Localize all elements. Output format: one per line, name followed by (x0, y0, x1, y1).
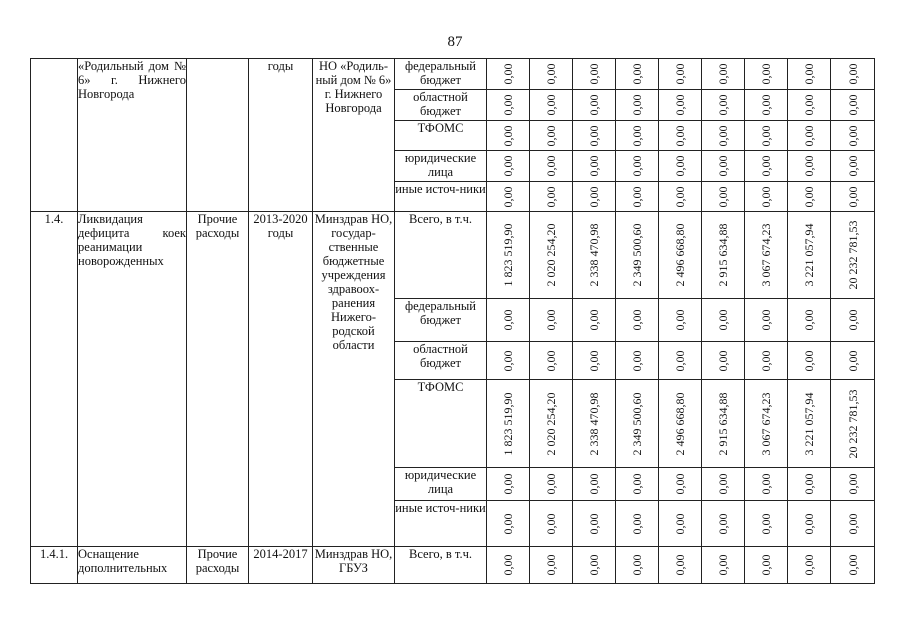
amount-cell (487, 299, 530, 342)
funding-source-label: юридические лица (395, 468, 487, 501)
amount-cell (659, 547, 702, 584)
funding-source-label: Всего, в т.ч. (395, 547, 487, 584)
amount-cell (659, 90, 702, 121)
amount-cell (530, 151, 573, 182)
amount-cell (659, 59, 702, 90)
amount-value: 0,00 (802, 186, 816, 207)
amount-value: 0,00 (716, 473, 730, 495)
amount-value: 3 221 057,94 (802, 223, 816, 287)
amount-cell (573, 342, 616, 380)
amount-value: 0,00 (716, 309, 730, 331)
amount-value: 3 067 674,23 (759, 392, 773, 455)
amount-value: 0,00 (716, 554, 730, 576)
amount-value: 0,00 (501, 350, 515, 371)
amount-value: 0,00 (845, 155, 860, 177)
amount-cell (831, 182, 875, 212)
amount-value: 0,00 (759, 63, 773, 85)
amount-cell (702, 59, 745, 90)
amount-cell (659, 380, 702, 468)
amount-value: 0,00 (845, 125, 860, 146)
amount-value: 0,00 (716, 513, 730, 534)
amount-value: 0,00 (716, 155, 730, 177)
amount-value: 0,00 (501, 513, 515, 534)
amount-cell (530, 468, 573, 501)
amount-cell (616, 468, 659, 501)
amount-cell (573, 212, 616, 299)
amount-value: 2 338 470,98 (587, 223, 601, 287)
funding-source-label: областной бюджет (395, 342, 487, 380)
amount-value: 0,00 (587, 155, 601, 177)
amount-cell (616, 380, 659, 468)
amount-cell (487, 380, 530, 468)
amount-cell (487, 121, 530, 151)
amount-value: 0,00 (716, 186, 730, 207)
amount-value: 0,00 (630, 350, 644, 371)
amount-cell (745, 121, 788, 151)
period: годы (249, 59, 313, 212)
amount-value: 0,00 (630, 94, 644, 116)
amount-value: 0,00 (501, 94, 515, 116)
amount-cell (573, 121, 616, 151)
amount-cell (831, 121, 875, 151)
amount-cell (702, 547, 745, 584)
amount-value: 0,00 (845, 473, 860, 495)
amount-cell (702, 468, 745, 501)
amount-value: 2 915 634,88 (716, 392, 730, 455)
expense-type: Прочие расходы (187, 547, 249, 584)
amount-value: 0,00 (759, 554, 773, 576)
amount-cell (702, 380, 745, 468)
funding-source-label: ТФОМС (395, 380, 487, 468)
amount-cell (702, 182, 745, 212)
amount-cell (616, 342, 659, 380)
amount-cell (831, 59, 875, 90)
amount-value: 0,00 (501, 473, 515, 495)
amount-cell (659, 212, 702, 299)
funding-source-label: Всего, в т.ч. (395, 212, 487, 299)
amount-cell (616, 151, 659, 182)
amount-value: 0,00 (630, 63, 644, 85)
amount-cell (831, 547, 875, 584)
amount-cell (788, 380, 831, 468)
amount-cell (616, 59, 659, 90)
amount-cell (659, 151, 702, 182)
amount-value: 0,00 (759, 125, 773, 146)
amount-cell (530, 380, 573, 468)
budget-table (30, 58, 875, 584)
amount-value: 0,00 (673, 155, 687, 177)
amount-cell (788, 121, 831, 151)
amount-cell (530, 299, 573, 342)
amount-value: 1 823 519,90 (501, 223, 515, 287)
amount-value: 0,00 (759, 513, 773, 534)
amount-value: 0,00 (673, 125, 687, 146)
page-number: 87 (447, 34, 463, 50)
amount-value: 0,00 (630, 125, 644, 146)
amount-cell (487, 90, 530, 121)
funding-source-label: областной бюджет (395, 90, 487, 121)
amount-cell (487, 182, 530, 212)
amount-cell (530, 342, 573, 380)
amount-cell (573, 468, 616, 501)
expense-type (187, 59, 249, 212)
amount-value: 0,00 (716, 94, 730, 116)
amount-cell (616, 212, 659, 299)
period: 2013-2020 годы (249, 212, 313, 547)
amount-cell (788, 468, 831, 501)
amount-cell (659, 121, 702, 151)
amount-cell (788, 90, 831, 121)
amount-cell (530, 547, 573, 584)
amount-value: 0,00 (587, 473, 601, 495)
amount-value: 0,00 (845, 554, 860, 576)
measure-name: Оснащение дополнительных (78, 547, 187, 584)
amount-cell (487, 342, 530, 380)
funding-source-label: федеральный бюджет (395, 299, 487, 342)
amount-value: 2 915 634,88 (716, 223, 730, 287)
funding-source-label: иные источ-ники (395, 501, 487, 547)
amount-cell (616, 182, 659, 212)
amount-cell (831, 151, 875, 182)
amount-value: 2 020 254,20 (544, 392, 558, 455)
amount-cell (702, 212, 745, 299)
amount-cell (530, 501, 573, 547)
amount-cell (616, 121, 659, 151)
amount-cell (831, 380, 875, 468)
row-number: 1.4.1. (31, 547, 78, 584)
amount-value: 0,00 (544, 155, 558, 177)
amount-value: 3 221 057,94 (802, 392, 816, 455)
amount-value: 0,00 (501, 125, 515, 146)
amount-value: 2 496 668,80 (673, 223, 687, 287)
amount-value: 0,00 (630, 186, 644, 207)
amount-value: 0,00 (501, 63, 515, 85)
amount-cell (745, 468, 788, 501)
amount-cell (487, 547, 530, 584)
amount-value: 0,00 (845, 94, 860, 116)
amount-value: 1 823 519,90 (501, 392, 515, 455)
executor: НО «Родиль-ный дом № 6» г. Нижнего Новгорода (313, 59, 395, 212)
amount-cell (831, 212, 875, 299)
amount-cell (530, 182, 573, 212)
amount-value: 2 349 500,60 (630, 223, 644, 287)
amount-cell (659, 182, 702, 212)
amount-value: 0,00 (759, 155, 773, 177)
amount-value: 0,00 (544, 186, 558, 207)
amount-value: 0,00 (716, 350, 730, 371)
amount-value: 0,00 (630, 309, 644, 331)
executor: Минздрав НО, ГБУЗ (313, 547, 395, 584)
amount-value: 0,00 (501, 186, 515, 207)
amount-value: 0,00 (845, 309, 860, 331)
amount-cell (573, 299, 616, 342)
amount-cell (487, 212, 530, 299)
amount-cell (788, 342, 831, 380)
amount-cell (573, 501, 616, 547)
amount-cell (745, 380, 788, 468)
table-row (31, 59, 875, 90)
amount-value: 0,00 (673, 473, 687, 495)
amount-value: 2 338 470,98 (587, 392, 601, 455)
funding-source-label: иные источ-ники (395, 182, 487, 212)
amount-cell (487, 151, 530, 182)
amount-cell (745, 59, 788, 90)
period: 2014-2017 (249, 547, 313, 584)
amount-value: 0,00 (759, 94, 773, 116)
amount-cell (745, 342, 788, 380)
amount-value: 0,00 (845, 186, 860, 207)
row-number (31, 59, 78, 212)
amount-cell (702, 151, 745, 182)
amount-cell (487, 59, 530, 90)
amount-value: 0,00 (802, 63, 816, 85)
amount-cell (659, 299, 702, 342)
amount-cell (788, 182, 831, 212)
amount-cell (573, 182, 616, 212)
amount-cell (745, 501, 788, 547)
amount-cell (659, 342, 702, 380)
amount-value: 0,00 (501, 155, 515, 177)
amount-cell (745, 151, 788, 182)
amount-cell (831, 342, 875, 380)
amount-value: 0,00 (802, 309, 816, 331)
amount-cell (788, 299, 831, 342)
amount-cell (487, 468, 530, 501)
amount-value: 0,00 (501, 309, 515, 331)
amount-value: 0,00 (587, 125, 601, 146)
amount-value: 0,00 (587, 186, 601, 207)
amount-value: 0,00 (759, 186, 773, 207)
amount-value: 0,00 (759, 350, 773, 371)
amount-value: 0,00 (845, 350, 860, 371)
amount-value: 0,00 (630, 554, 644, 576)
amount-cell (616, 501, 659, 547)
amount-value: 0,00 (630, 473, 644, 495)
amount-cell (530, 121, 573, 151)
amount-cell (573, 547, 616, 584)
amount-cell (788, 501, 831, 547)
funding-source-label: федеральный бюджет (395, 59, 487, 90)
amount-value: 2 020 254,20 (544, 223, 558, 287)
amount-cell (616, 90, 659, 121)
amount-value: 0,00 (802, 554, 816, 576)
amount-value: 0,00 (544, 350, 558, 371)
amount-value: 0,00 (673, 94, 687, 116)
amount-cell (573, 151, 616, 182)
amount-cell (573, 59, 616, 90)
amount-cell (702, 121, 745, 151)
amount-cell (831, 299, 875, 342)
amount-value: 0,00 (544, 63, 558, 85)
amount-value: 20 232 781,53 (845, 220, 860, 290)
amount-value: 2 349 500,60 (630, 392, 644, 455)
amount-value: 0,00 (673, 554, 687, 576)
amount-value: 0,00 (673, 350, 687, 371)
amount-value: 3 067 674,23 (759, 223, 773, 287)
amount-cell (831, 501, 875, 547)
amount-cell (616, 547, 659, 584)
amount-cell (702, 299, 745, 342)
amount-cell (487, 501, 530, 547)
amount-value: 0,00 (587, 350, 601, 371)
measure-name: «Родильный дом № 6» г. Нижнего Новгорода (78, 59, 187, 212)
amount-value: 0,00 (759, 473, 773, 495)
amount-value: 0,00 (544, 554, 558, 576)
amount-value: 0,00 (673, 63, 687, 85)
amount-cell (788, 151, 831, 182)
amount-cell (831, 90, 875, 121)
amount-cell (616, 299, 659, 342)
amount-value: 0,00 (759, 309, 773, 331)
table-row (31, 547, 875, 584)
amount-value: 0,00 (845, 513, 860, 534)
amount-cell (702, 342, 745, 380)
table-row (31, 212, 875, 299)
measure-name: Ликвидация дефицита коек реанимации новорожденных (78, 212, 187, 547)
amount-cell (702, 501, 745, 547)
funding-source-label: ТФОМС (395, 121, 487, 151)
amount-value: 0,00 (845, 63, 860, 85)
amount-value: 2 496 668,80 (673, 392, 687, 455)
amount-cell (745, 212, 788, 299)
amount-value: 0,00 (587, 94, 601, 116)
amount-value: 0,00 (802, 155, 816, 177)
expense-type: Прочие расходы (187, 212, 249, 547)
amount-cell (702, 90, 745, 121)
amount-value: 0,00 (630, 513, 644, 534)
amount-value: 0,00 (544, 309, 558, 331)
amount-cell (659, 501, 702, 547)
amount-cell (573, 380, 616, 468)
amount-cell (530, 59, 573, 90)
amount-cell (788, 547, 831, 584)
amount-value: 0,00 (587, 554, 601, 576)
amount-cell (831, 468, 875, 501)
amount-value: 0,00 (802, 94, 816, 116)
amount-value: 0,00 (716, 125, 730, 146)
amount-value: 0,00 (673, 513, 687, 534)
amount-cell (745, 90, 788, 121)
amount-value: 0,00 (630, 155, 644, 177)
amount-value: 0,00 (673, 186, 687, 207)
amount-value: 0,00 (501, 554, 515, 576)
funding-source-label: юридические лица (395, 151, 487, 182)
amount-cell (788, 59, 831, 90)
row-number: 1.4. (31, 212, 78, 547)
amount-value: 0,00 (802, 125, 816, 146)
amount-cell (745, 547, 788, 584)
amount-value: 20 232 781,53 (845, 389, 860, 458)
amount-value: 0,00 (544, 125, 558, 146)
executor: Минздрав НО, государ-ственные бюджетные учреждения здравоох-ранения Нижего-родской области (313, 212, 395, 547)
amount-value: 0,00 (802, 350, 816, 371)
amount-value: 0,00 (587, 309, 601, 331)
amount-cell (659, 468, 702, 501)
amount-value: 0,00 (802, 473, 816, 495)
amount-value: 0,00 (544, 513, 558, 534)
amount-cell (530, 90, 573, 121)
amount-value: 0,00 (587, 63, 601, 85)
amount-cell (530, 212, 573, 299)
amount-value: 0,00 (716, 63, 730, 85)
amount-cell (745, 182, 788, 212)
amount-cell (573, 90, 616, 121)
amount-value: 0,00 (673, 309, 687, 331)
amount-cell (745, 299, 788, 342)
amount-cell (788, 212, 831, 299)
amount-value: 0,00 (587, 513, 601, 534)
amount-value: 0,00 (544, 94, 558, 116)
amount-value: 0,00 (802, 513, 816, 534)
amount-value: 0,00 (544, 473, 558, 495)
